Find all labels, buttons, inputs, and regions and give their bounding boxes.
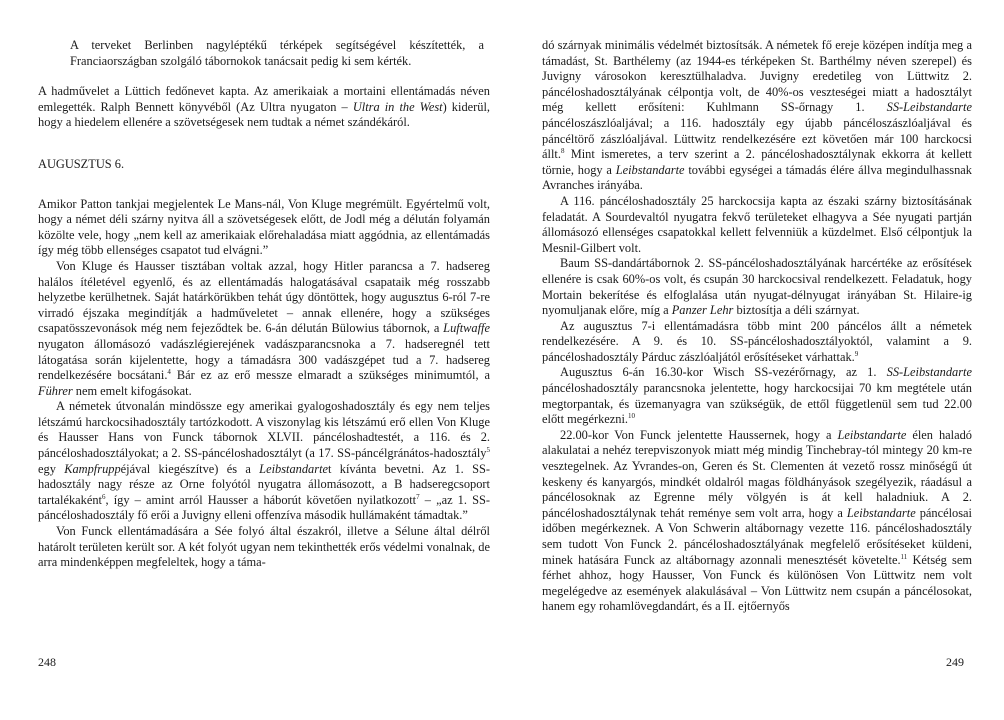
footnote-ref: 9	[854, 349, 859, 358]
paragraph: Amikor Patton tankjai megjelentek Le Mans-nál, Von Kluge megrémült. Egyértelmű volt, hogy a német déli szárny nyitva áll a szövetségesek előtt, de Jodl még a délután folyamán közölte vele, hogy „nem kell az amerikaiak előrehaladása miatt aggódnia, az ellentámadás így még több ellenséges csapatot tud elvágni.”	[38, 196, 490, 258]
footnote-ref: 5	[486, 446, 490, 455]
paragraph: Az augusztus 7-i ellentámadásra több mint 200 páncélos állt a németek rendelkezésére. A 9. és 10. SS-páncéloshadosztályoktól, valamint a 9. páncéloshadosztály Párduc zászlóaljától erősítéseket várhattak.$^9$	[542, 318, 972, 364]
section-heading: AUGUSZTUS 6.	[38, 156, 125, 171]
page-number-left: 248	[38, 655, 56, 669]
paragraph: A németek útvonalán mindössze egy amerikai gyalogoshadosztály és egy nem teljes létszámú harckocsihadosztály tartózkodott. A viszonylag kis létszámú erő ellen Von Kluge és Hausser Hans von Funck tábornok XLVII. páncéloshadtestét, a 116. és 2. páncéloshadosztályokat; a 2. SS-páncéloshadosztályt (a 17. SS-páncélgránátos-hadosztály$^5$ egy Kampfruppéjával kiegészítve) és a Leibstandartet kívánta bevetni. Az 1. SS-hadosztály nagy része az Orne folyótól nyugatra állomásozott, a B hadseregcsoport tartalékaként$^6$, így – amint arról Hausser a háborút követően nyilatkozott$^7$ – „az 1. SS-páncéloshadosztály fő erői a Juvigny elleni offenzíva második hullámaként támadtak.”	[38, 399, 490, 523]
paragraph: 22.00-kor Von Funck jelentette Haussernek, hogy a Leibstandarte élen haladó alakulatai a nehéz terepviszonyok miatt még mindig Tinchebray-tól mintegy 20 km-re vesztegelnek. Az Yvrandes-on, Geren és St. Clementen át vezető rossz minőségű út keskeny és kanyargós, mindkét oldalról magas földhányások szegélyezik, ráadásul a páncélosoknak az Egrenne mély völgyén is át kell haladniuk. A 2. páncéloshadosztálynak tehát reménye sem volt arra, hogy a Leibstandarte páncélosai időben megérkeznek. A Von Schwerin altábornagy vezette 116. páncéloshadosztály sem tudott Von Funck 2. páncéloshadosztályának megfelelő erősítéseket küldeni, minek hatására Funck az altábornagy azonnali menesztését követelte.$^{11}$ Kétség sem férhet ahhoz, hogy Hausser, Von Funck és különösen Von Lüttwitz nem volt megelégedve az események alakulásával – Von Lüttwitz nem csupán a páncélosokat, hanem egy rohamlövegdandárt, és a II. ejtőernyős	[542, 427, 973, 614]
paragraph: A 116. páncéloshadosztály 25 harckocsija kapta az északi szárny biztosításának feladatát. A Sourdevaltól nyugatra fekvő területeket elhagyva a Sée nyugati partján állomásozó ellenséges csapatokkal kellett felvenniük a küzdelmet. Első célpontjuk la Mesnil-Gilbert volt.	[542, 193, 972, 255]
footnote-ref: 8	[560, 147, 565, 156]
right-page	[542, 38, 972, 615]
left-page	[38, 38, 490, 571]
footnote-ref: 10	[628, 412, 636, 421]
footnote-ref: 11	[900, 552, 908, 561]
footnote-ref: 4	[167, 368, 171, 377]
paragraph: Von Kluge és Hausser tisztában voltak azzal, hogy Hitler parancsa a 7. hadsereg halálos ítéletével egyenlő, és az ellentámadás halogatásával csapataik még rosszabb helyzetbe kerülhetnek. Saját határkörükben tehát úgy döntöttek, hogy augusztus 6-ról 7-re virradó éjszaka megindítják a hadműveletet – annak ellenére, hogy a szükséges csapatösszevonások még nem fejeződtek be. 6-án délután Bülowius tábornok, a Luftwaffe nyugaton állomásozó vadászlégierejének vadászparancsnoka a 7. hadseregnél tett látogatása során kijelentette, hogy a támadásra 300 vadászgépet tud a 7. hadsereg rendelkezésére bocsátani.$^4$ Bár ez az erő messze elmaradt a szükséges minimumtól, a Führer nem emelt kifogásokat.	[38, 258, 490, 398]
page-number-right: 249	[946, 655, 964, 669]
footnote-ref: 6	[101, 492, 106, 501]
paragraph: dó szárnyak minimális védelmét biztosítsák. A németek fő ereje középen indítja meg a támadást, St. Barthélemy (az 1944-es térképeken St. Barthélmy néven szerepel) és Juvigny városokon keresztülhaladva. Juvigny eredetileg von Lüttwitz 2. páncéloshadosztályának célpontja volt, de 40%-os veszteségei miatt a hadosztályt még kellett erősíteni: Kuhlmann SS-őrnagy 1. SS-Leibstandarte páncéloszászlóaljával; a 116. hadosztály egy újabb páncéloszászlóaljával és páncéltörő zászlóaljával. Lüttwitz rendelkezésére ezt követően már 100 harckocsi állt.$^8$ Mint ismeretes, a terv szerint a 2. páncéloshadosztálynak ekkorra át kellett törnie, hogy a Leibstandarte további egységei a támadás élére állva megindulhassnak Avranches irányába.	[542, 38, 972, 193]
paragraph: Augusztus 6-án 16.30-kor Wisch SS-vezérőrnagy, az 1. SS-Leibstandarte páncéloshadosztály parancsnoka jelentette, hogy harckocsijai 70 km megtétele után megtorpantak, és üzemanyagra van szükségük, de ettől függetlenül sem tud 22.00 előtt megérkezni.$^{10}$	[542, 365, 972, 427]
paragraph: Von Funck ellentámadására a Sée folyó által északról, illetve a Sélune által délről határolt területen került sor. A két folyót ugyan nem tekinthették erős védelmi vonalnak, de arra mindenképpen megfeleltek, hogy a táma-	[38, 524, 490, 570]
footnote-ref: 7	[416, 492, 420, 501]
block-quote: A terveket Berlinben nagyléptékű térképek segítségével készítették, a Franciaországban szolgáló tábornokok tanácsait pedig ki sem kérték.	[70, 38, 484, 68]
paragraph: Baum SS-dandártábornok 2. SS-páncéloshadosztályának harcértéke az erősítések ellenére is csak 60%-os volt, és csupán 30 harckocsival rendelkezett. Feladatuk, hogy Mortain bekerítése és elfoglalása után nyugat-délnyugat irányában St. Hilaire-ig nyomuljanak előre, míg a Panzer Lehr biztosítja a déli szárnyat.	[542, 256, 972, 318]
paragraph: A hadművelet a Lüttich fedőnevet kapta. Az amerikaiak a mortaini ellentámadás néven emlegették. Ralph Bennett könyvéből (Az Ultra nyugaton – Ultra in the West) kiderül, hogy a hiedelem ellenére a szövetségesek nem tudtak a német szándékáról.	[38, 84, 491, 130]
